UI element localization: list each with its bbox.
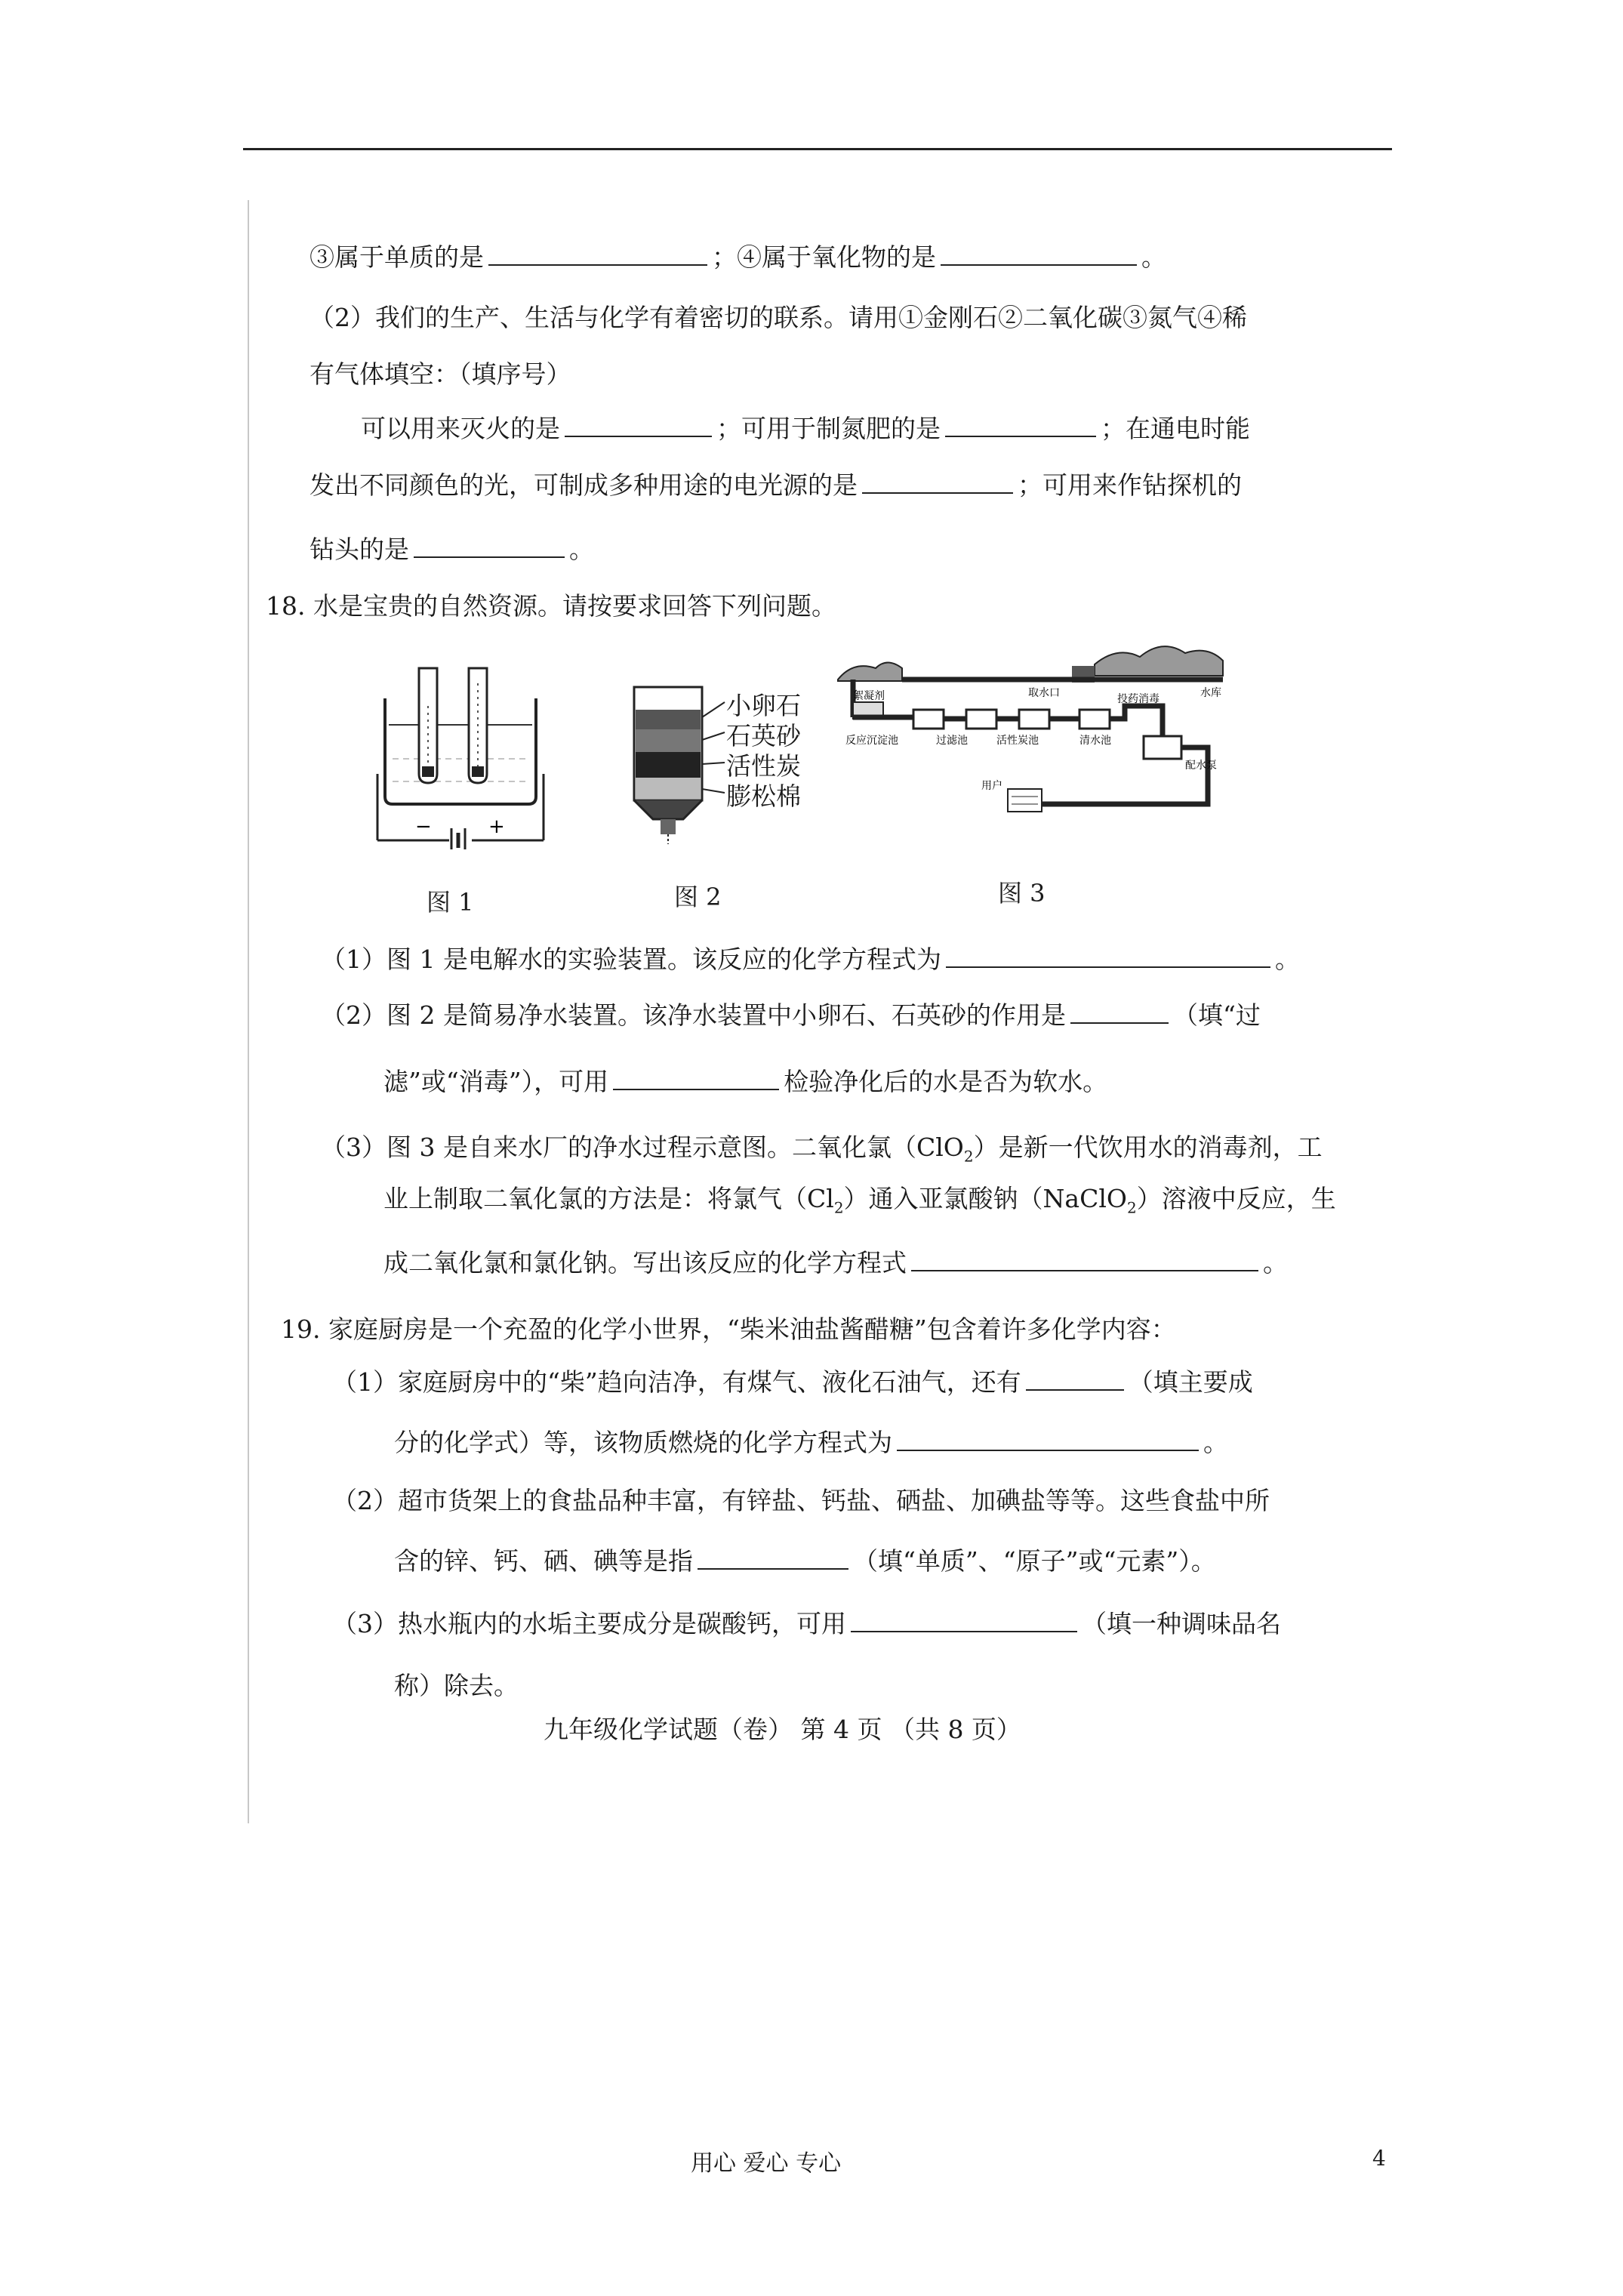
fig2-label-cotton: 膨松棉 — [726, 781, 801, 811]
svg-text:+: + — [488, 815, 505, 838]
subscript: 2 — [1126, 1198, 1137, 1217]
q17-line1 — [310, 240, 1166, 275]
figure-2-caption: 图 2 — [674, 883, 722, 911]
q17-text: 。 — [569, 535, 594, 564]
page-number: 4 — [1372, 2146, 1386, 2171]
fig3-label-reservoir: 水库 — [1200, 687, 1221, 699]
q18-text: 滤”或“消毒”），可用 — [383, 1067, 609, 1096]
q19-stem: 19. 家庭厨房是一个充盈的化学小世界，“柴米油盐酱醋糖”包含着许多化学内容： — [281, 1314, 1176, 1344]
q18-stem: 18. 水是宝贵的自然资源。请按要求回答下列问题。 — [266, 591, 836, 621]
q18-text: 业上制取二氧化氯的方法是：将氯气（Cl — [383, 1184, 834, 1213]
fig3-label-intake: 取水口 — [1028, 687, 1060, 699]
answer-blank[interactable] — [941, 242, 1137, 266]
fig3-label-filter-tank: 过滤池 — [936, 735, 968, 747]
figure-2-water-purifier-diagram — [619, 680, 732, 846]
figure-1-electrolysis-diagram — [374, 653, 547, 849]
q18-text: 检验净化后的水是否为软水。 — [784, 1067, 1108, 1096]
q17-p2-line2: 有气体填空：（填序号） — [310, 359, 571, 389]
q18-text: （2）图 2 是简易净水装置。该净水装置中小卵石、石英砂的作用是 — [321, 1000, 1066, 1030]
q19-text: （填主要成 — [1128, 1367, 1253, 1397]
q17-text: 。 — [1141, 242, 1166, 272]
q18-text: 。 — [1263, 1248, 1288, 1277]
answer-blank[interactable] — [862, 470, 1013, 494]
q19-text: 含的锌、钙、硒、碘等是指 — [394, 1546, 693, 1576]
q17-p2-line5 — [310, 532, 594, 567]
q18-p2-line2 — [383, 1065, 1107, 1099]
q17-p2-line3 — [361, 411, 1250, 446]
q18-p1 — [321, 942, 1300, 977]
q18-text: （填“过 — [1172, 1000, 1261, 1030]
q17-p2-line1: （2）我们的生产、生活与化学有着密切的联系。请用①金刚石②二氧化碳③氮气④稀 — [310, 303, 1247, 332]
q18-text: 成二氧化氯和氯化钠。写出该反应的化学方程式 — [383, 1248, 907, 1277]
q18-text: （1）图 1 是电解水的实验装置。该反应的化学方程式为 — [321, 945, 941, 974]
figure-3-caption: 图 3 — [998, 879, 1046, 908]
fig2-label-activated-carbon: 活性炭 — [726, 751, 801, 781]
q19-text: （1）家庭厨房中的“柴”趋向洁净，有煤气、液化石油气，还有 — [332, 1367, 1021, 1397]
fig3-label-clear-water-tank: 清水池 — [1079, 735, 1111, 747]
q17-text: 可以用来灭火的是 — [361, 414, 560, 443]
answer-blank[interactable] — [911, 1247, 1258, 1271]
q17-text: ；可用于制氮肥的是 — [716, 414, 941, 443]
answer-blank[interactable] — [945, 413, 1096, 437]
q18-text: ）是新一代饮用水的消毒剂，工 — [973, 1133, 1323, 1162]
page-footer: 用心 爱心 专心 — [691, 2150, 842, 2177]
answer-blank[interactable] — [414, 534, 565, 558]
q18-p2-line1 — [321, 998, 1261, 1033]
q19-p1-line2 — [394, 1425, 1228, 1460]
q18-p3-line2 — [383, 1182, 1336, 1225]
fig2-label-pebbles: 小卵石 — [726, 691, 801, 720]
answer-blank[interactable] — [698, 1546, 848, 1570]
figure-3-waterworks-diagram — [830, 634, 1253, 831]
fig3-label-sedimentation: 反应沉淀池 — [845, 735, 898, 747]
subscript: 2 — [833, 1198, 844, 1217]
q18-text: ）通入亚氯酸钠（NaClO — [843, 1184, 1127, 1213]
q19-p1-line1 — [332, 1365, 1253, 1400]
q18-p3-line1 — [321, 1130, 1323, 1174]
answer-blank[interactable] — [613, 1066, 779, 1090]
q19-text: （填“单质”、“原子”或“元素”）。 — [853, 1546, 1216, 1576]
header-rule — [243, 148, 1392, 150]
exam-page-footer: 九年级化学试题（卷） 第 4 页 （共 8 页） — [544, 1715, 1021, 1744]
answer-blank[interactable] — [1070, 1000, 1169, 1024]
q19-text: 。 — [1203, 1428, 1228, 1457]
q18-p3-line3 — [383, 1246, 1288, 1281]
q19-text: （填一种调味品名 — [1082, 1609, 1281, 1638]
q18-text: （3）图 3 是自来水厂的净水过程示意图。二氧化氯（ClO — [321, 1133, 964, 1162]
answer-blank[interactable] — [488, 242, 707, 266]
q17-p2-line4 — [310, 468, 1242, 503]
fig3-label-users: 用户 — [981, 780, 1002, 792]
q17-text: ③属于单质的是 — [310, 242, 484, 272]
scan-edge-line — [248, 200, 249, 1823]
q17-text: 钻头的是 — [310, 535, 409, 564]
svg-text:−: − — [415, 815, 432, 838]
answer-blank[interactable] — [897, 1427, 1199, 1451]
q17-text: ；在通电时能 — [1101, 414, 1250, 443]
q19-p2-line2 — [394, 1544, 1216, 1579]
q17-text: 发出不同颜色的光，可制成多种用途的电光源的是 — [310, 470, 858, 500]
fig3-label-disinfection: 投药消毒 — [1117, 693, 1160, 705]
q19-text: 分的化学式）等，该物质燃烧的化学方程式为 — [394, 1428, 892, 1457]
fig3-label-carbon-tank: 活性炭池 — [996, 735, 1039, 747]
figure-1-caption: 图 1 — [427, 888, 474, 917]
q19-p3-line2: 称）除去。 — [394, 1671, 519, 1700]
q19-p3-line1 — [332, 1607, 1281, 1641]
fig3-label-pump: 配水泵 — [1185, 760, 1217, 772]
q17-text: ；可用来作钻探机的 — [1018, 470, 1242, 500]
q19-p2-line1: （2）超市货架上的食盐品种丰富，有锌盐、钙盐、硒盐、加碘盐等等。这些食盐中所 — [332, 1486, 1270, 1515]
answer-blank[interactable] — [1026, 1367, 1124, 1391]
q17-text: ；④属于氧化物的是 — [712, 242, 936, 272]
fig3-label-flocculant: 絮凝剂 — [853, 690, 885, 702]
fig2-label-quartz-sand: 石英砂 — [726, 721, 801, 750]
subscript: 2 — [963, 1147, 974, 1166]
answer-blank[interactable] — [851, 1608, 1077, 1632]
q19-text: （3）热水瓶内的水垢主要成分是碳酸钙，可用 — [332, 1609, 846, 1638]
q18-text: 。 — [1274, 945, 1300, 974]
answer-blank[interactable] — [565, 413, 712, 437]
answer-blank[interactable] — [946, 944, 1270, 968]
q18-text: ）溶液中反应，生 — [1136, 1184, 1336, 1213]
